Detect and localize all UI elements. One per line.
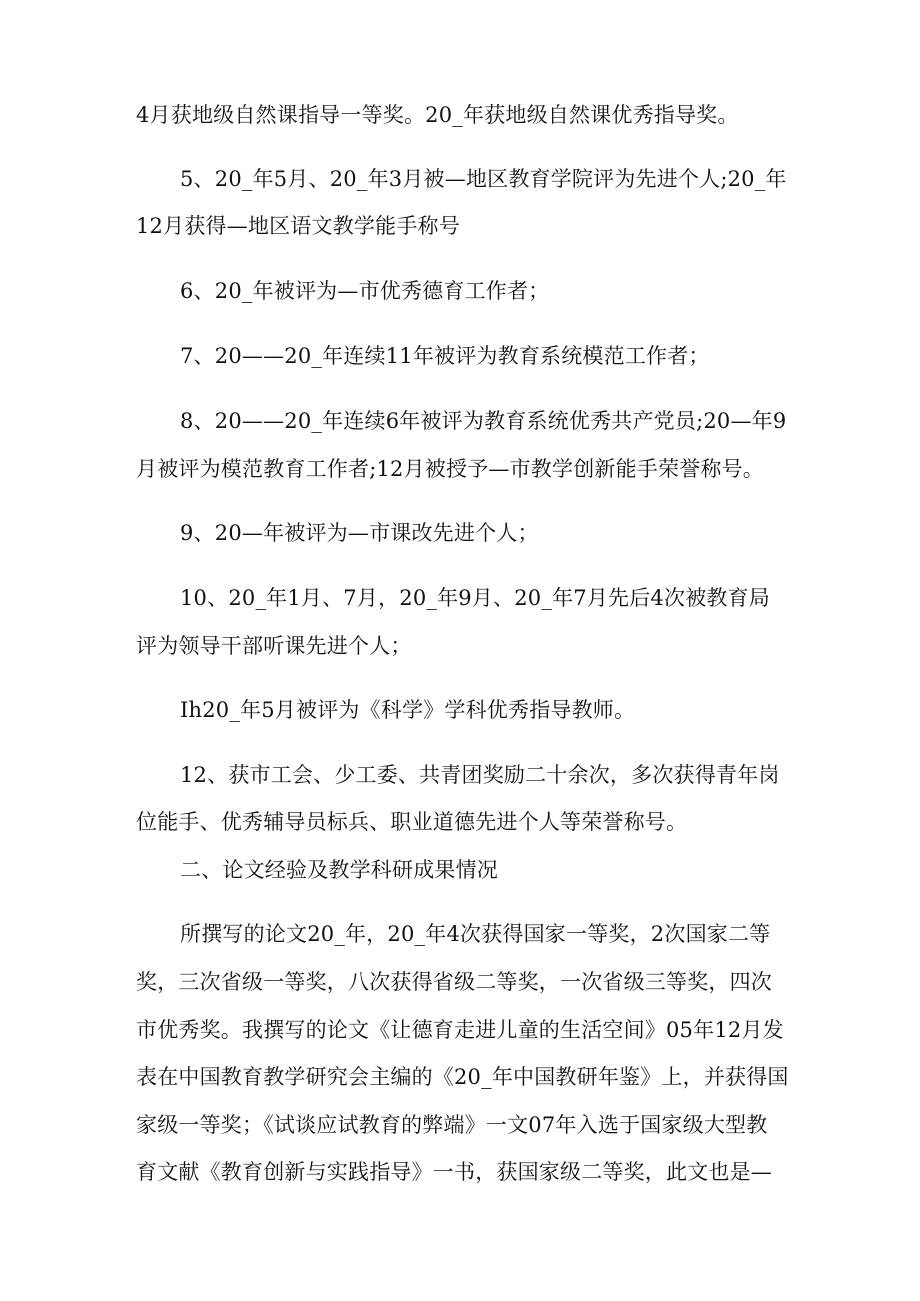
text-line: 6、20_年被评为—市优秀德育工作者； bbox=[180, 279, 550, 303]
text-line: 月被评为模范教育工作者;12月被授予—市教学创新能手荣誉称号。 bbox=[136, 457, 764, 481]
text-line: 12月获得—地区语文教学能手称号 bbox=[136, 214, 460, 238]
text-line: 12、获市工会、少工委、共青团奖励二十余次，多次获得青年岗 bbox=[180, 763, 780, 787]
text-line: 位能手、优秀辅导员标兵、职业道德先进个人等荣誉称号。 bbox=[136, 810, 688, 834]
text-line: 奖，三次省级一等奖，八次获得省级二等奖，一次省级三等奖，四次 bbox=[136, 970, 772, 994]
text-line: 4月获地级自然课指导一等奖。20_年获地级自然课优秀指导奖。 bbox=[136, 103, 739, 127]
text-line: 所撰写的论文20_年，20_年4次获得国家一等奖，2次国家二等 bbox=[180, 922, 771, 946]
text-line: 8、20——20_年连续6年被评为教育系统优秀共产党员;20—年9 bbox=[180, 409, 787, 433]
text-line: 表在中国教育教学研究会主编的《20_年中国教研年鉴》上，并获得国 bbox=[136, 1065, 789, 1089]
text-line: 10、20_年1月、7月，20_年9月、20_年7月先后4次被教育局 bbox=[180, 586, 770, 610]
text-line: 评为领导干部听课先进个人； bbox=[136, 634, 412, 658]
text-line: 育文献《教育创新与实践指导》一书，获国家级二等奖，此文也是— bbox=[136, 1160, 772, 1184]
section-heading: 二、论文经验及教学科研成果情况 bbox=[180, 858, 498, 882]
text-line: 9、20—年被评为—市课改先进个人； bbox=[180, 521, 539, 545]
text-line: 5、20_年5月、20_年3月被—地区教育学院评为先进个人;20_年 bbox=[180, 167, 787, 191]
text-line: Ih20_年5月被评为《科学》学科优秀指导教师。 bbox=[180, 698, 636, 722]
text-line: 7、20——20_年连续11年被评为教育系统模范工作者； bbox=[180, 344, 710, 368]
text-line: 家级一等奖；《试谈应试教育的弊端》一文07年入选于国家级大型教 bbox=[136, 1113, 768, 1137]
text-line: 市优秀奖。我撰写的论文《让德育走进儿童的生活空间》05年12月发 bbox=[136, 1018, 784, 1042]
